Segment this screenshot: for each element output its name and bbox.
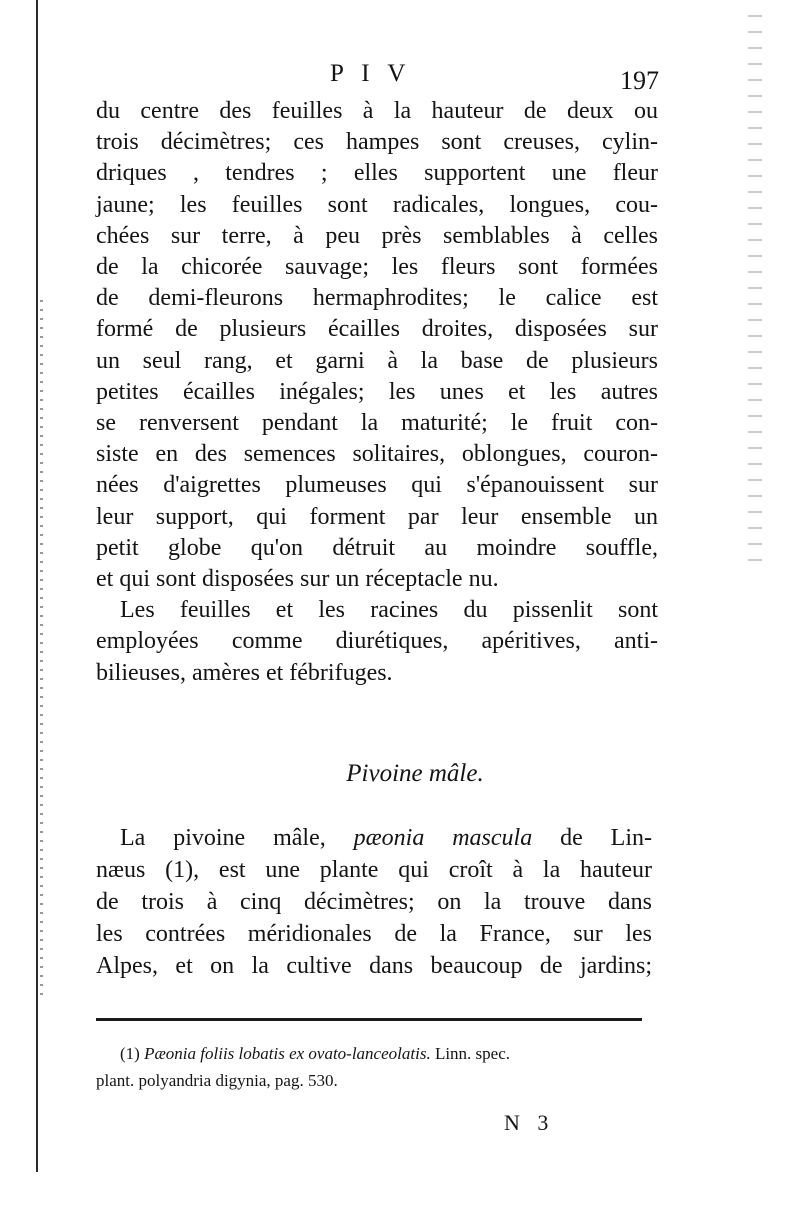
footnote-latin: Pæonia foliis lobatis ex ovato-lanceolatis. bbox=[144, 1044, 431, 1063]
running-head: P I V bbox=[330, 60, 412, 87]
text-line: de trois à cinq décimètres; on la trouve dans bbox=[96, 889, 652, 915]
text-line: petit globe qu'on détruit au moindre souffle, bbox=[96, 534, 658, 561]
text-line: driques , tendres ; elles supportent une fleur bbox=[96, 160, 658, 187]
text-line: La pivoine mâle, pæonia mascula de Lin- bbox=[120, 825, 652, 851]
text-line: de demi-fleurons hermaphrodites; le calice est bbox=[96, 285, 658, 312]
text-line: chées sur terre, à peu près semblables à celles bbox=[96, 222, 658, 249]
text-line: du centre des feuilles à la hauteur de deux ou bbox=[96, 98, 658, 124]
text-line: nées d'aigrettes plumeuses qui s'épanouissent sur bbox=[96, 472, 658, 499]
latin-name: pæonia mascula bbox=[353, 825, 533, 851]
text-line: et qui sont disposées sur un réceptacle nu. bbox=[96, 566, 499, 593]
text-line: siste en des semences solitaires, oblongues, couron- bbox=[96, 441, 658, 468]
text-line: de la chicorée sauvage; les fleurs sont formées bbox=[96, 254, 658, 281]
footnote bbox=[96, 1040, 652, 1094]
paragraph-pivoine bbox=[96, 822, 652, 982]
text-line: jaune; les feuilles sont radicales, longues, cou- bbox=[96, 191, 658, 218]
section-title: Pivoine mâle. bbox=[346, 760, 484, 787]
text-line: petites écailles inégales; les unes et les autres bbox=[96, 378, 658, 405]
page-edge-marks bbox=[748, 15, 762, 575]
footnote-line: (1) Pæonia foliis lobatis ex ovato-lanceolatis. Linn. spec. bbox=[120, 1044, 511, 1063]
text-line: bilieuses, amères et fébrifuges. bbox=[96, 659, 393, 686]
text-line: formé de plusieurs écailles droites, disposées sur bbox=[96, 316, 658, 343]
page-number: 197 bbox=[620, 66, 659, 95]
text-line: un seul rang, et garni à la base de plusieurs bbox=[96, 347, 658, 374]
footnote-line: plant. polyandria digynia, pag. 530. bbox=[96, 1071, 338, 1090]
binding-shadow bbox=[40, 300, 43, 1000]
text-line: Alpes, et on la cultive dans beaucoup de jardins; bbox=[96, 953, 652, 979]
text-line: trois décimètres; ces hampes sont creuses, cylin- bbox=[96, 129, 658, 156]
signature-mark: N 3 bbox=[504, 1110, 555, 1135]
text-line: leur support, qui forment par leur ensemble un bbox=[96, 503, 658, 530]
text-line: næus (1), est une plante qui croît à la hauteur bbox=[96, 857, 652, 883]
text-line: les contrées méridionales de la France, sur les bbox=[96, 921, 652, 947]
text-line: Les feuilles et les racines du pissenlit sont bbox=[120, 597, 658, 624]
text-line: employées comme diurétiques, apéritives, anti- bbox=[96, 628, 658, 655]
binding-edge bbox=[36, 0, 38, 1172]
text-line: se renversent pendant la maturité; le fruit con- bbox=[96, 410, 658, 437]
footnote-rule bbox=[96, 1018, 642, 1021]
paragraph-continued bbox=[96, 96, 658, 689]
